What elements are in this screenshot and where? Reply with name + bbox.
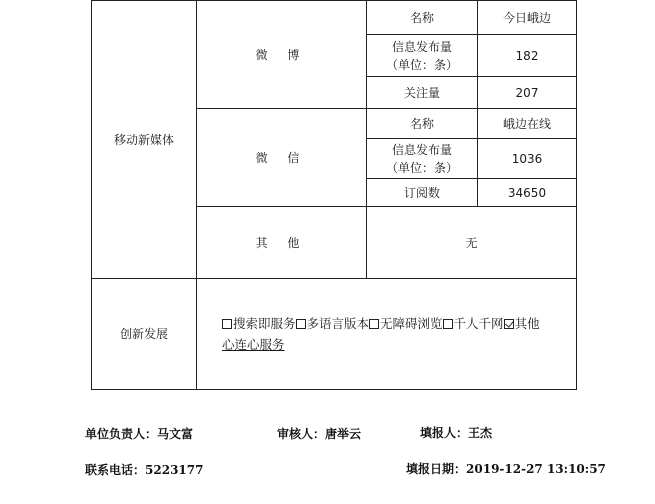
weixin-subscribers-value-cell [478, 179, 577, 207]
option-multilingual[interactable] [296, 316, 370, 331]
weixin-subscribers-value: 34650 [507, 185, 547, 200]
weixin-posts-label-line2: （单位：条） [385, 160, 458, 175]
innovation-other-detail-line [222, 334, 568, 355]
weibo-posts-label-line1: 信息发布量 [391, 39, 452, 54]
reviewer-value: 唐举云 [325, 427, 362, 441]
option-search-service[interactable] [222, 316, 296, 331]
other-value: 无 [465, 235, 478, 250]
innovation-cell [92, 279, 197, 390]
innovation-label: 创新发展 [119, 327, 168, 341]
filler-value: 王杰 [468, 426, 493, 440]
weibo-name-label: 名称 [409, 10, 434, 25]
category-cell [92, 1, 197, 279]
reviewer-label: 审核人： [277, 427, 326, 441]
option-accessibility[interactable] [369, 316, 443, 331]
option-personalized[interactable] [443, 316, 504, 331]
weixin-subscribers-label: 订阅数 [403, 185, 440, 200]
other-label: 其 他 [255, 235, 308, 250]
option-search-service-label: 搜索即服务 [233, 316, 296, 331]
weixin-name-label-cell [367, 109, 478, 139]
checkbox-icon[interactable] [296, 319, 306, 329]
weixin-posts-label-line1: 信息发布量 [391, 142, 452, 157]
weixin-cell [197, 109, 367, 207]
weibo-name-value-cell [478, 1, 577, 35]
responsible-value: 马文富 [157, 427, 194, 441]
checkbox-icon[interactable] [443, 319, 453, 329]
weibo-name-label-cell [367, 1, 478, 35]
responsible-person [85, 425, 193, 442]
weixin-name-value-cell [478, 109, 577, 139]
other-value-cell [367, 207, 577, 279]
weixin-name-label: 名称 [409, 116, 434, 131]
contact-phone [85, 461, 203, 478]
weixin-posts-value: 1036 [511, 151, 543, 166]
weibo-posts-label-cell [367, 35, 478, 77]
option-other-label: 其他 [514, 316, 540, 331]
option-other[interactable] [504, 316, 540, 331]
weixin-name-value: 峨边在线 [502, 116, 551, 131]
innovation-other-detail: 心连心服务 [222, 337, 285, 352]
date-value: 2019-12-27 13:10:57 [466, 462, 606, 476]
innovation-options-cell [197, 279, 577, 390]
checkbox-icon[interactable] [222, 319, 232, 329]
weibo-followers-value-cell [478, 77, 577, 109]
weibo-name-value: 今日峨边 [502, 10, 551, 25]
weibo-followers-value: 207 [515, 85, 539, 100]
weibo-followers-label-cell [367, 77, 478, 109]
option-personalized-label: 千人千网 [453, 316, 504, 331]
report-table [91, 0, 577, 390]
reviewer [277, 425, 361, 442]
weibo-posts-value-cell [478, 35, 577, 77]
innovation-options-line [222, 313, 568, 334]
filler-label: 填报人： [420, 426, 469, 440]
option-multilingual-label: 多语言版本 [306, 316, 370, 331]
checkbox-checked-icon[interactable] [504, 319, 514, 329]
weixin-posts-label-cell [367, 139, 478, 179]
weibo-cell [197, 1, 367, 109]
weibo-posts-value: 182 [515, 48, 539, 63]
option-accessibility-label: 无障碍浏览 [380, 316, 443, 331]
phone-value: 5223177 [145, 463, 204, 477]
weixin-posts-value-cell [478, 139, 577, 179]
weibo-label: 微 博 [255, 47, 308, 62]
weibo-followers-label: 关注量 [403, 85, 440, 100]
fill-date [406, 460, 606, 477]
responsible-label: 单位负责人： [85, 427, 158, 441]
other-cell [197, 207, 367, 279]
phone-label: 联系电话： [85, 463, 146, 477]
weixin-label: 微 信 [255, 150, 308, 165]
weixin-subscribers-label-cell [367, 179, 478, 207]
filler [420, 424, 492, 441]
weibo-posts-label-line2: （单位：条） [385, 57, 458, 72]
date-label: 填报日期： [406, 462, 467, 476]
category-label: 移动新媒体 [113, 132, 174, 147]
checkbox-icon[interactable] [369, 319, 379, 329]
